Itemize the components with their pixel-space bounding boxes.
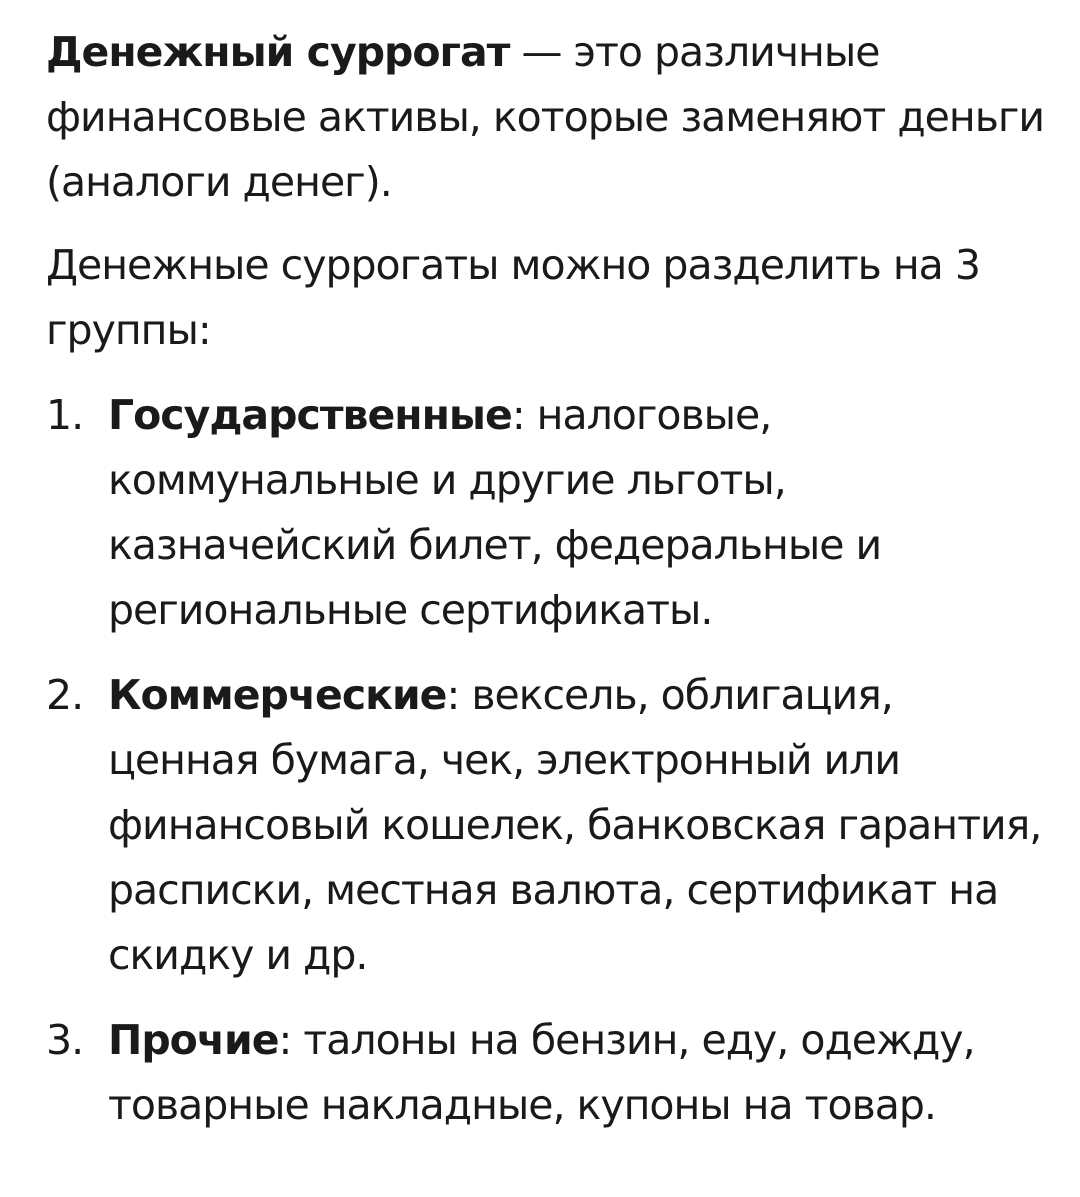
list-item-name: Коммерческие (108, 671, 447, 719)
list-item (46, 1008, 1046, 1138)
list-item-number: 2. (46, 671, 84, 719)
list-item (46, 663, 1046, 988)
definition-paragraph (46, 20, 1046, 215)
list-item-description: : налоговые, коммунальные и другие льготы, казначейский билет, федеральные и региональные сертификаты. (108, 391, 882, 634)
list-item-description: : вексель, облигация, ценная бумага, чек, электронный или финансовый кошелек, банковская гарантия, расписки, местная валюта, сертификат на скидку и др. (108, 671, 1042, 979)
list-item-number: 3. (46, 1016, 84, 1064)
definition-text: — это различные финансовые активы, которые заменяют деньги (аналоги денег). (46, 28, 1045, 206)
list-item-name: Государственные (108, 391, 512, 439)
list-item (46, 383, 1046, 643)
list-item-name: Прочие (108, 1016, 279, 1064)
list-item-description: : талоны на бензин, еду, одежду, товарные накладные, купоны на товар. (108, 1016, 975, 1129)
intro-paragraph: Денежные суррогаты можно разделить на 3 группы: (46, 241, 980, 354)
article-content (46, 20, 1046, 1138)
definition-term: Денежный суррогат (46, 28, 510, 76)
list-item-number: 1. (46, 391, 84, 439)
groups-list (46, 383, 1046, 1138)
